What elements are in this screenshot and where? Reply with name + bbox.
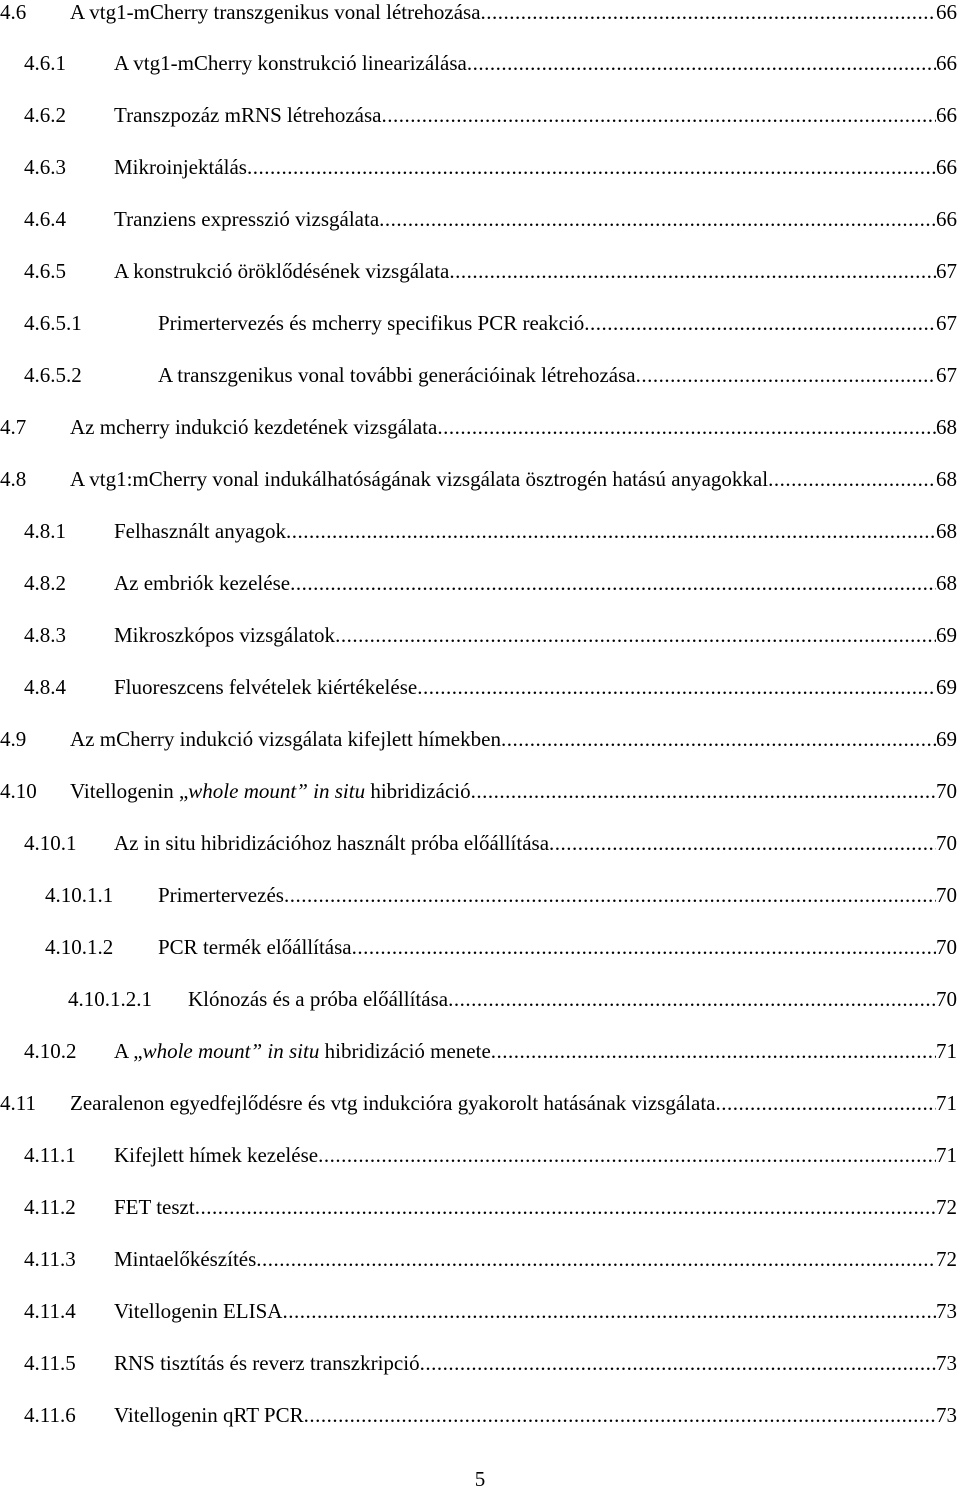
- toc-entry[interactable]: [24, 360, 957, 390]
- toc-dot-leader: [549, 828, 936, 858]
- toc-dot-leader: [448, 984, 936, 1014]
- toc-dot-leader: [286, 516, 936, 546]
- toc-entry-number: 4.11.1: [24, 1143, 76, 1167]
- toc-entry[interactable]: [0, 776, 957, 806]
- toc-entry[interactable]: [24, 48, 957, 78]
- toc-entry-title-before: Vitellogenin „: [70, 779, 189, 803]
- toc-entry-number: 4.10.2: [24, 1039, 77, 1063]
- toc-entry-title: RNS tisztítás és reverz transzkripció: [114, 1351, 420, 1375]
- toc-entry-title-italic: whole mount” in situ: [142, 1039, 320, 1063]
- toc-entry-title: PCR termék előállítása: [158, 935, 352, 959]
- toc-entry[interactable]: [24, 1192, 957, 1222]
- toc-entry-page: 69: [936, 675, 957, 699]
- toc-entry-title: A vtg1-mCherry transzgenikus vonal létrehozása: [70, 0, 481, 24]
- toc-entry[interactable]: [68, 984, 957, 1014]
- toc-entry[interactable]: [45, 932, 957, 962]
- toc-dot-leader: [437, 412, 936, 442]
- toc-dot-leader: [584, 308, 936, 338]
- toc-entry-number: 4.11: [0, 1091, 36, 1115]
- toc-entry-number: 4.8: [0, 467, 27, 491]
- toc-entry-page: 70: [936, 883, 957, 907]
- toc-entry-title: FET teszt: [114, 1195, 195, 1219]
- toc-entry-title: A vtg1:mCherry vonal indukálhatóságának vizsgálata ösztrogén hatású anyagokkal: [70, 467, 769, 491]
- toc-dot-leader: [449, 256, 936, 286]
- toc-entry-title: Mikroszkópos vizsgálatok: [114, 623, 336, 647]
- toc-entry-number: 4.10: [0, 779, 37, 803]
- toc-entry-title: Mintaelőkészítés: [114, 1247, 257, 1271]
- toc-entry-number: 4.11.2: [24, 1195, 76, 1219]
- toc-dot-leader: [420, 1348, 936, 1378]
- toc-entry-page: 70: [936, 935, 957, 959]
- toc-entry-title: Az embriók kezelése: [114, 571, 291, 595]
- toc-dot-leader: [768, 464, 936, 494]
- toc-entry-number: 4.10.1.2: [45, 935, 114, 959]
- page-number: 5: [474, 1467, 486, 1491]
- toc-entry-title: Transzpozáz mRNS létrehozása: [114, 103, 382, 127]
- toc-entry-page: 66: [936, 51, 957, 75]
- toc-entry-page: 71: [936, 1091, 957, 1115]
- toc-entry[interactable]: [24, 1244, 957, 1274]
- toc-entry-page: 68: [936, 467, 957, 491]
- toc-entry-page: 71: [936, 1143, 957, 1167]
- toc-dot-leader: [715, 1088, 936, 1118]
- toc-entry-title: [114, 1036, 491, 1066]
- toc-entry-title: A konstrukció öröklődésének vizsgálata: [114, 259, 450, 283]
- toc-dot-leader: [282, 1296, 936, 1326]
- toc-entry-title: Az mCherry indukció vizsgálata kifejlett hímekben: [70, 727, 501, 751]
- toc-entry-title: Primertervezés: [158, 883, 284, 907]
- toc-entry-number: 4.6.1: [24, 51, 66, 75]
- toc-entry-page: 67: [936, 363, 957, 387]
- toc-entry-page: 66: [936, 103, 957, 127]
- toc-entry[interactable]: [24, 516, 957, 546]
- toc-entry-page: 66: [936, 0, 957, 24]
- toc-entry[interactable]: [45, 880, 957, 910]
- toc-entry-number: 4.8.2: [24, 571, 66, 595]
- toc-entry-number: 4.8.3: [24, 623, 66, 647]
- toc-dot-leader: [381, 100, 936, 130]
- toc-entry-number: 4.8.4: [24, 675, 66, 699]
- toc-dot-leader: [417, 672, 936, 702]
- toc-dot-leader: [318, 1140, 936, 1170]
- toc-entry-number: 4.6: [0, 0, 27, 24]
- toc-entry[interactable]: [0, 1088, 957, 1118]
- toc-entry-title: A vtg1-mCherry konstrukció linearizálása: [114, 51, 467, 75]
- toc-entry-page: 66: [936, 155, 957, 179]
- toc-entry-number: 4.9: [0, 727, 27, 751]
- toc-entry-number: 4.11.6: [24, 1403, 76, 1427]
- toc-dot-leader: [467, 48, 936, 78]
- toc-entry-title: Zearalenon egyedfejlődésre és vtg indukcióra gyakorolt hatásának vizsgálata: [70, 1091, 716, 1115]
- toc-dot-leader: [471, 776, 936, 806]
- toc-entry-number: 4.10.1.1: [45, 883, 114, 907]
- toc-entry-title: Felhasznált anyagok: [114, 519, 287, 543]
- toc-entry-page: 72: [936, 1247, 957, 1271]
- toc-dot-leader: [352, 932, 936, 962]
- toc-dot-leader: [636, 360, 936, 390]
- toc-dot-leader: [284, 880, 936, 910]
- toc-entry-page: 68: [936, 415, 957, 439]
- toc-entry-title-after: hibridizáció menete: [319, 1039, 491, 1063]
- toc-entry-number: 4.6.5.1: [24, 311, 82, 335]
- toc-dot-leader: [481, 0, 936, 27]
- toc-entry-page: 70: [936, 779, 957, 803]
- toc-entry[interactable]: [24, 1348, 957, 1378]
- toc-entry-page: 71: [936, 1039, 957, 1063]
- toc-entry[interactable]: [24, 1296, 957, 1326]
- toc-entry-page: 72: [936, 1195, 957, 1219]
- toc-entry[interactable]: [24, 100, 957, 130]
- toc-entry[interactable]: [0, 412, 957, 442]
- toc-entry[interactable]: [24, 152, 957, 182]
- toc-dot-leader: [195, 1192, 936, 1222]
- toc-entry[interactable]: [0, 0, 957, 27]
- toc-entry-title: Az mcherry indukció kezdetének vizsgálata: [70, 415, 438, 439]
- toc-entry-title-after: hibridizáció: [365, 779, 471, 803]
- toc-dot-leader: [501, 724, 936, 754]
- toc-entry-title-italic: whole mount” in situ: [188, 779, 366, 803]
- toc-entry-number: 4.6.5.2: [24, 363, 82, 387]
- toc-entry-title: Primertervezés és mcherry specifikus PCR reakció: [158, 311, 585, 335]
- toc-entry[interactable]: [24, 620, 957, 650]
- toc-entry-title: A transzgenikus vonal további generációinak létrehozása: [158, 363, 636, 387]
- toc-entry-title-before: A „: [114, 1039, 143, 1063]
- toc-entry-page: 69: [936, 623, 957, 647]
- toc-entry-title: Klónozás és a próba előállítása: [188, 987, 449, 1011]
- toc-entry-number: 4.11.5: [24, 1351, 76, 1375]
- toc-entry[interactable]: [0, 464, 957, 494]
- toc-entry-page: 66: [936, 207, 957, 231]
- toc-entry-page: 68: [936, 571, 957, 595]
- toc-entry-page: 73: [936, 1403, 957, 1427]
- toc-entry-page: 70: [936, 831, 957, 855]
- toc-entry-page: 67: [936, 259, 957, 283]
- toc-entry[interactable]: [24, 568, 957, 598]
- toc-entry-title: Vitellogenin qRT PCR: [114, 1403, 304, 1427]
- toc-entry-page: 69: [936, 727, 957, 751]
- toc-dot-leader: [335, 620, 936, 650]
- toc-dot-leader: [290, 568, 936, 598]
- toc-entry[interactable]: [24, 828, 957, 858]
- toc-entry[interactable]: [24, 1036, 957, 1066]
- toc-dot-leader: [256, 1244, 936, 1274]
- toc-dot-leader: [247, 152, 936, 182]
- toc-entry-title: Az in situ hibridizációhoz használt próba előállítása: [114, 831, 550, 855]
- toc-entry-number: 4.7: [0, 415, 27, 439]
- toc-dot-leader: [304, 1400, 936, 1430]
- toc-entry-title: Tranziens expresszió vizsgálata: [114, 207, 380, 231]
- toc-entry-number: 4.11.3: [24, 1247, 76, 1271]
- toc-entry-title: Mikroinjektálás: [114, 155, 247, 179]
- toc-entry-title: Kifejlett hímek kezelése: [114, 1143, 319, 1167]
- toc-dot-leader: [379, 204, 936, 234]
- toc-entry-page: 70: [936, 987, 957, 1011]
- toc-entry-number: 4.10.1.2.1: [68, 987, 152, 1011]
- toc-entry[interactable]: [24, 1400, 957, 1430]
- toc-entry-page: 73: [936, 1351, 957, 1375]
- toc-entry[interactable]: [24, 1140, 957, 1170]
- toc-entry-number: 4.8.1: [24, 519, 66, 543]
- toc-entry-number: 4.6.2: [24, 103, 66, 127]
- toc-entry[interactable]: [24, 672, 957, 702]
- toc-entry[interactable]: [0, 724, 957, 754]
- toc-entry-title: [70, 776, 471, 806]
- toc-entry[interactable]: [24, 308, 957, 338]
- toc-entry-page: 67: [936, 311, 957, 335]
- toc-entry-number: 4.10.1: [24, 831, 77, 855]
- toc-entry-title: Vitellogenin ELISA: [114, 1299, 283, 1323]
- toc-entry-page: 73: [936, 1299, 957, 1323]
- toc-entry[interactable]: [24, 204, 957, 234]
- toc-entry[interactable]: [24, 256, 957, 286]
- toc-dot-leader: [491, 1036, 936, 1066]
- toc-entry-number: 4.6.3: [24, 155, 66, 179]
- toc-entry-number: 4.6.4: [24, 207, 66, 231]
- toc-entry-number: 4.6.5: [24, 259, 66, 283]
- toc-entry-page: 68: [936, 519, 957, 543]
- toc-entry-title: Fluoreszcens felvételek kiértékelése: [114, 675, 418, 699]
- toc-entry-number: 4.11.4: [24, 1299, 76, 1323]
